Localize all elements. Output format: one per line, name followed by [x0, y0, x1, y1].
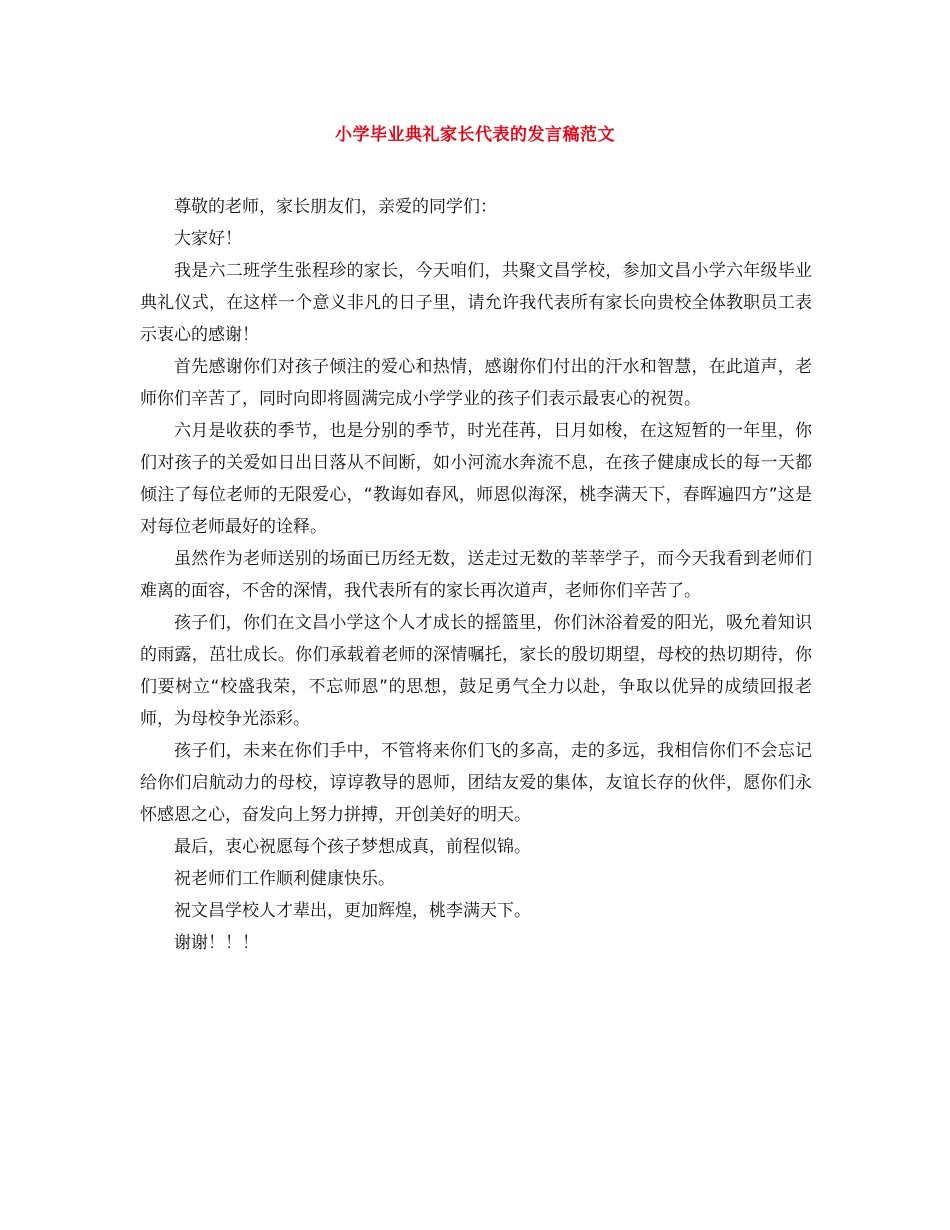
- paragraph-introduction: 我是六二班学生张程珍的家长，今天咱们，共聚文昌学校，参加文昌小学六年级毕业典礼仪式，在这样一个意义非凡的日子里，请允许我代表所有家长向贵校全体教职员工表示衷心的感谢！: [140, 261, 812, 345]
- paragraph-farewell: 虽然作为老师送别的场面已历经无数，送走过无数的莘莘学子，而今天我看到老师们难离的面容，不舍的深情，我代表所有的家长再次道声，老师你们辛苦了。: [140, 549, 812, 601]
- paragraph-june: 六月是收获的季节，也是分别的季节，时光荏苒，日月如梭，在这短暂的一年里，你们对孩子的关爱如日出日落从不间断，如小河流水奔流不息，在孩子健康成长的每一天都倾注了每位老师的无限爱心，“教诲如春风，师恩似海深，桃李满天下，春晖遍四方”这是对每位老师最好的诠释。: [140, 421, 812, 537]
- closing-thanks: 谢谢！！！: [174, 933, 259, 953]
- closing-wish-teachers: 祝老师们工作顺利健康快乐。: [174, 869, 395, 889]
- document-title: 小学毕业典礼家长代表的发言稿范文: [335, 125, 615, 145]
- document-body: [140, 191, 812, 959]
- paragraph-thanks: 首先感谢你们对孩子倾注的爱心和热情，感谢你们付出的汗水和智慧，在此道声，老师你们辛苦了，同时向即将圆满完成小学学业的孩子们表示最衷心的祝贺。: [140, 357, 812, 409]
- paragraph-future: 孩子们，未来在你们手中，不管将来你们飞的多高，走的多远，我相信你们不会忘记给你们启航动力的母校，谆谆教导的恩师，团结友爱的集体，友谊长存的伙伴，愿你们永怀感恩之心，奋发向上努力拼搏，开创美好的明天。: [140, 741, 812, 825]
- closing-wish-children: 最后，衷心祝愿每个孩子梦想成真，前程似锦。: [174, 837, 531, 857]
- closing-wish-school: 祝文昌学校人才辈出，更加辉煌，桃李满天下。: [174, 901, 531, 921]
- salutation: 尊敬的老师，家长朋友们，亲爱的同学们：: [174, 197, 497, 217]
- greeting: 大家好！: [174, 229, 242, 249]
- paragraph-children: 孩子们，你们在文昌小学这个人才成长的摇篮里，你们沐浴着爱的阳光，吸允着知识的雨露，茁壮成长。你们承载着老师的深情嘱托，家长的殷切期望，母校的热切期待，你们要树立“校盛我荣，不忘师恩”的思想，鼓足勇气全力以赴，争取以优异的成绩回报老师，为母校争光添彩。: [140, 613, 812, 729]
